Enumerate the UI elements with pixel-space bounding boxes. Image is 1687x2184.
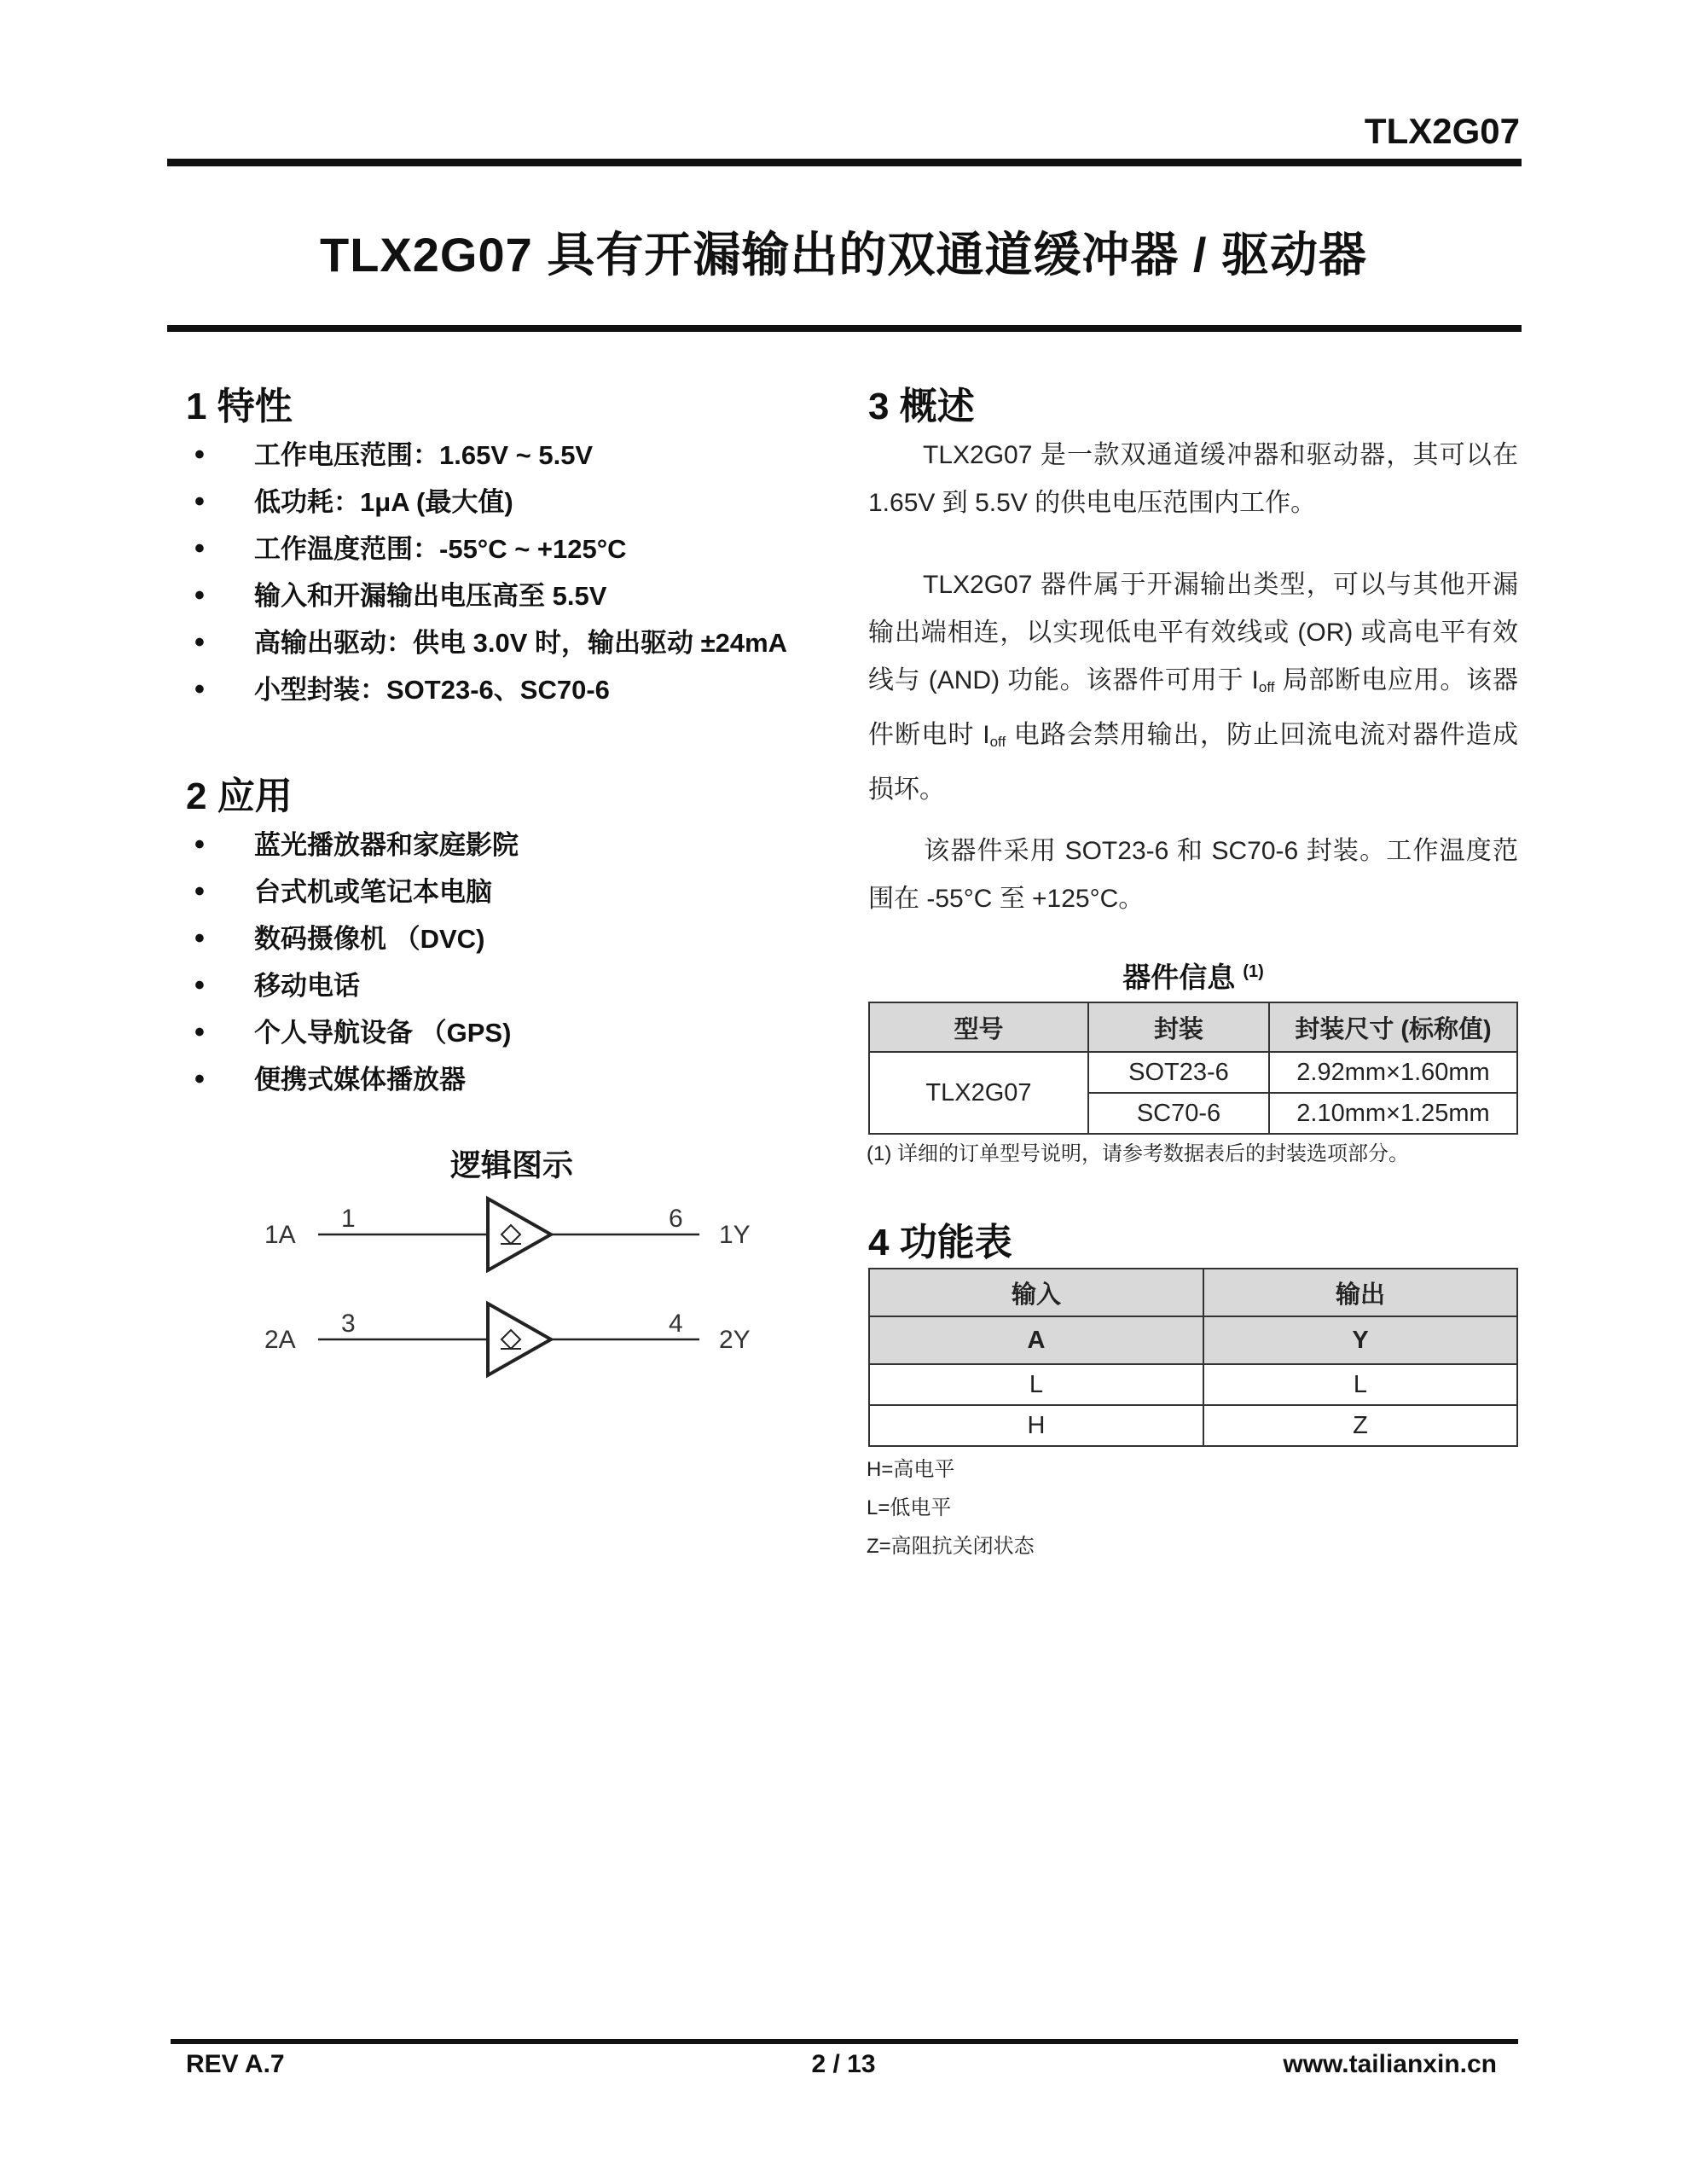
footer-rule — [171, 2039, 1518, 2044]
applications-heading: 2 应用 — [186, 775, 293, 817]
table-cell: 2.10mm×1.25mm — [1269, 1093, 1517, 1134]
output-label: 1Y — [719, 1221, 751, 1249]
column-header: 封装 — [1088, 1002, 1269, 1052]
overview-paragraph-3: 该器件采用 SOT23-6 和 SC70-6 封装。工作温度范围在 -55°C 至 +125°C。 — [868, 837, 1518, 913]
list-item: • 高输出驱动：供电 3.0V 时，输出驱动 ±24mA — [188, 619, 787, 666]
website-link[interactable]: www.tailianxin.cn — [1283, 2050, 1497, 2078]
list-item: • 低功耗：1μA (最大值) — [188, 479, 787, 526]
legend-item: Z=高阻抗关闭状态 — [867, 1535, 1035, 1558]
list-item: • 数码摄像机 （DVC) — [188, 915, 519, 962]
header-rule — [167, 159, 1522, 166]
document-id: TLX2G07 — [1364, 111, 1520, 151]
legend-item: H=高电平 — [867, 1458, 955, 1481]
table-cell: Z — [1203, 1405, 1517, 1446]
open-drain-icon — [501, 1225, 520, 1244]
column-header: 封装尺寸 (标称值) — [1269, 1002, 1517, 1052]
input-label: 1A — [264, 1221, 296, 1249]
list-item: • 小型封装：SOT23-6、SC70-6 — [188, 666, 787, 713]
title-rule — [167, 325, 1522, 332]
pin-number: 4 — [669, 1310, 683, 1338]
applications-list — [188, 822, 519, 1103]
table-cell: L — [869, 1364, 1203, 1405]
table-cell: SC70-6 — [1088, 1093, 1269, 1134]
logic-diagram — [247, 1190, 793, 1403]
table-cell: 2.92mm×1.60mm — [1269, 1052, 1517, 1093]
pin-number: 1 — [341, 1205, 356, 1233]
list-item: • 移动电话 — [188, 962, 519, 1009]
input-label: 2A — [264, 1326, 296, 1354]
list-item: • 个人导航设备 （GPS) — [188, 1009, 519, 1056]
column-header: A — [869, 1316, 1203, 1364]
list-item: • 蓝光播放器和家庭影院 — [188, 822, 519, 868]
pin-number: 6 — [669, 1205, 683, 1233]
device-info-table — [868, 1002, 1518, 1135]
table-row — [869, 1052, 1517, 1093]
function-table-heading: 4 功能表 — [868, 1222, 1012, 1263]
revision-label: REV A.7 — [186, 2050, 285, 2078]
list-item: • 工作温度范围：-55°C ~ +125°C — [188, 526, 787, 572]
overview-heading: 3 概述 — [868, 386, 975, 427]
output-label: 2Y — [719, 1326, 751, 1354]
overview-paragraph-2: TLX2G07 器件属于开漏输出类型，可以与其他开漏输出端相连，以实现低电平有效线或 (OR) 或高电平有效线与 (AND) 功能。该器件可用于 $I_{off}$ 局部断电应用。该器件断电时 $I_{off}$ 电路会禁用输出，防止回流电流对器件造成损坏。 — [868, 571, 1518, 804]
device-info-caption: 器件信息 $^{(1)}$ — [1122, 961, 1264, 993]
list-item: • 便携式媒体播放器 — [188, 1056, 519, 1103]
list-item: • 工作电压范围：1.65V ~ 5.5V — [188, 432, 787, 479]
group-header: 输出 — [1203, 1269, 1517, 1316]
legend-item: L=低电平 — [867, 1496, 952, 1519]
page-number: 2 / 13 — [811, 2050, 876, 2078]
table-cell: H — [869, 1405, 1203, 1446]
logic-diagram-title: 逻辑图示 — [449, 1147, 573, 1182]
table-cell: TLX2G07 — [869, 1052, 1088, 1134]
table-row — [869, 1364, 1517, 1405]
group-header: 输入 — [869, 1269, 1203, 1316]
table-cell: SOT23-6 — [1088, 1052, 1269, 1093]
pin-number: 3 — [341, 1310, 356, 1338]
features-list — [188, 432, 787, 713]
column-header: 型号 — [869, 1002, 1088, 1052]
column-header: Y — [1203, 1316, 1517, 1364]
overview-paragraph-1: TLX2G07 是一款双通道缓冲器和驱动器，其可以在 1.65V 到 5.5V 的供电电压范围内工作。 — [868, 441, 1518, 517]
open-drain-icon — [501, 1330, 520, 1349]
list-item: • 台式机或笔记本电脑 — [188, 868, 519, 915]
table-cell: L — [1203, 1364, 1517, 1405]
features-heading: 1 特性 — [186, 386, 293, 427]
page-title: TLX2G07 具有开漏输出的双通道缓冲器 / 驱动器 — [320, 228, 1367, 282]
table-row — [869, 1405, 1517, 1446]
table-footnote: (1) 详细的订单型号说明，请参考数据表后的封装选项部分。 — [867, 1142, 1409, 1165]
list-item: • 输入和开漏输出电压高至 5.5V — [188, 572, 787, 619]
function-table — [868, 1268, 1518, 1447]
